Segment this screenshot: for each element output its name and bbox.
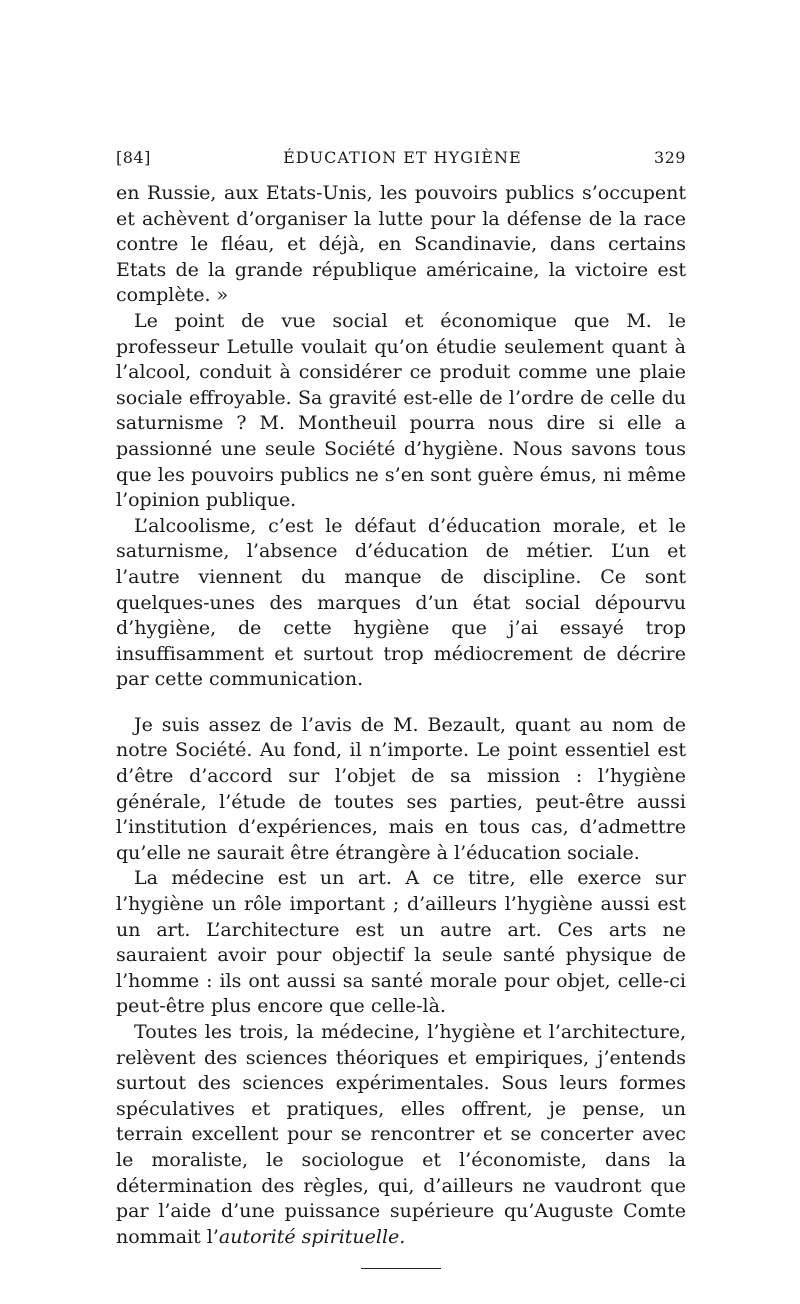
book-page [116, 148, 686, 1269]
running-header [116, 148, 686, 167]
end-rule [361, 1268, 441, 1269]
running-title: ÉDUCATION ET HYGIÈNE [283, 148, 522, 167]
conclusion-text: Toutes les trois, la médecine, l’hygiène et l’architecture, relèvent des sciences théoriques et empiriques, j’entends surtout des sciences expérimentales. Sous leurs formes spéculatives et pratiques, elles offrent, je pense, un terrain excellent pour se rencontrer et se concerter avec le moraliste, le sociologue et l’économiste, dans la détermination des règles, qui, d’ailleurs ne vaudront que par l’aide d’une puissance supérieure qu’Auguste Comte nommait l’ [116, 1021, 686, 1248]
conclusion-emphasis: autorité spirituelle. [218, 1225, 406, 1248]
paragraph-bezault: Je suis assez de l’avis de M. Bezault, quant au nom de notre Société. Au fond, il n’importe. Le point essentiel est d’être d’accord sur l’objet de sa mission : l’hygiène générale, l’étude de toutes ses parties, peut-être aussi l’institution d’expériences, mais en tous cas, d’admettre qu’elle ne saurait être étrangère à l’éducation sociale. [116, 713, 686, 864]
page-number: 329 [653, 148, 686, 167]
paragraph-conclusion [116, 1020, 686, 1250]
section-gap [116, 693, 686, 713]
paragraph-letulle: Le point de vue social et économique que M. le professeur Letulle voulait qu’on étudie seulement quant à l’alcool, conduit à considérer ce produit comme une plaie sociale effroyable. Sa gravité est-elle de l’ordre de celle du saturnisme ? M. Montheuil pourra nous dire si elle a passionné une seule Société d’hygiène. Nous savons tous que les pouvoirs publics ne s’en sont guère émus, ni même l’opinion publique. [116, 309, 686, 512]
section-number: [84] [116, 148, 151, 167]
paragraph-alcoolisme: L’alcoolisme, c’est le défaut d’éducation morale, et le saturnisme, l’absence d’éducation de métier. L’un et l’autre viennent du manque de discipline. Ce sont quelques-unes des marques d’un état social dépourvu d’hygiène, de cette hygiène que j’ai essayé trop insuffisamment et surtout trop médiocrement de décrire par cette communication. [116, 514, 686, 691]
paragraph-medecine: La médecine est un art. A ce titre, elle exerce sur l’hygiène un rôle important ; d’ailleurs l’hygiène aussi est un art. L’architecture est un autre art. Ces arts ne sauraient avoir pour objectif la seule santé physique de l’homme : ils ont aussi sa santé morale pour objet, celle-ci peut-être plus encore que celle-là. [116, 867, 686, 1018]
paragraph-continuation: en Russie, aux Etats-Unis, les pouvoirs publics s’occupent et achèvent d’organiser la lutte pour la défense de la race contre le fléau, et déjà, en Scandinavie, dans certains Etats de la grande république américaine, la victoire est complète. » [116, 182, 686, 307]
